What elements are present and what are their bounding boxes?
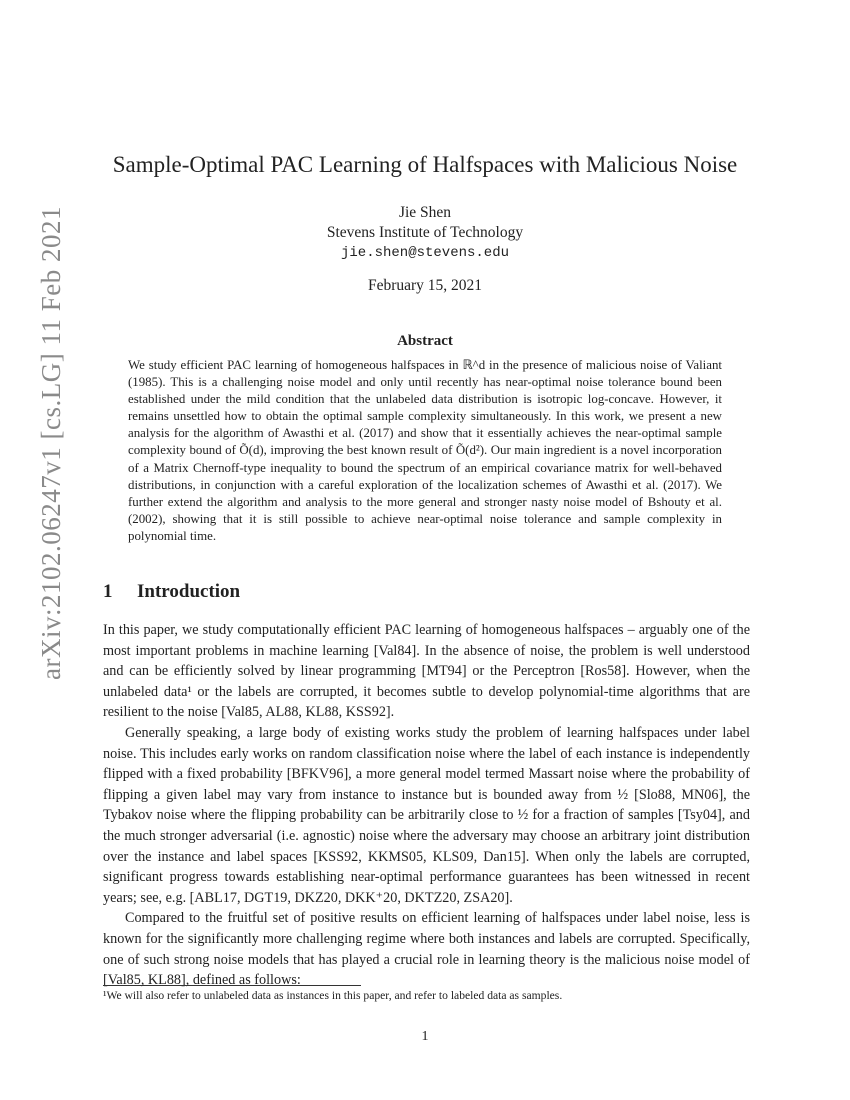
page-number: 1 xyxy=(421,1029,429,1044)
footnote: ¹We will also refer to unlabeled data as instances in this paper, and refer to labeled data as samples. xyxy=(103,989,563,1002)
paragraph-1: In this paper, we study computationally efficient PAC learning of homogeneous halfspaces – arguably one of the most important problems in machine learning [Val84]. In the absence of noise, the problem is well understood and can be efficiently solved by linear programming [MT94] or the Perceptron [Ros58]. However, when the unlabeled data¹ or the labels are corrupted, it becomes subtle to develop polynomial-time algorithms that are resilient to the noise [Val85, AL88, KL88, KSS92]. xyxy=(103,622,750,721)
author-block xyxy=(0,203,850,263)
paper-date: February 15, 2021 xyxy=(367,277,483,294)
paragraph-2: Generally speaking, a large body of existing works study the problem of learning halfspaces under label noise. This includes early works on random classification noise where the label of each instance is independently flipped with a fixed probability [BFKV96], a more general model termed Massart noise where the probability of flipping a given label may vary from instance to instance but is bounded away from ½ [Slo88, MN06], the Tybakov noise where the flipping probability can be arbitrarily close to ½ for a fraction of samples [Tsy04], and the much stronger adversarial (i.e. agnostic) noise where the adversary may choose an arbitrary joint distribution over the instance and label spaces [KSS92, KKMS05, KLS09, Dan15]. When only the labels are corrupted, significant progress towards establishing near-optimal performance guarantees has been witnessed in recent years; see, e.g. [ABL17, DGT19, DKZ20, DKK⁺20, DKTZ20, ZSA20]. xyxy=(103,724,750,906)
abstract-heading: Abstract xyxy=(397,333,453,349)
paper-title: Sample-Optimal PAC Learning of Halfspaces with Malicious Noise xyxy=(112,152,738,177)
abstract-body xyxy=(128,357,722,545)
author-email[interactable]: jie.shen@stevens.edu xyxy=(340,245,510,261)
section-body xyxy=(103,620,750,991)
author-affiliation: Stevens Institute of Technology xyxy=(326,224,524,241)
arxiv-identifier-stamp: arXiv:2102.06247v1 [cs.LG] 11 Feb 2021 xyxy=(36,206,66,680)
section-number: 1 xyxy=(103,581,113,602)
section-heading xyxy=(103,581,240,603)
author-name: Jie Shen xyxy=(398,204,452,221)
abstract-text: We study efficient PAC learning of homogeneous halfspaces in ℝ^d in the presence of malicious noise of Valiant (1985). This is a challenging noise model and only until recently has near-optimal noise tolerance bound been established under the mild condition that the unlabeled data distribution is isotropic log-concave. However, it remains unsettled how to obtain the optimal sample complexity simultaneously. In this work, we present a new analysis for the algorithm of Awasthi et al. (2017) and show that it essentially achieves the near-optimal sample complexity bound of Õ(d), improving the best known result of Õ(d²). Our main ingredient is a novel incorporation of a Matrix Chernoff-type inequality to bound the spectrum of an empirical covariance matrix for well-behaved distributions, in conjunction with a careful exploration of the localization schemes of Awasthi et al. (2017). We further extend the algorithm and analysis to the more general and stronger nasty noise model of Bshouty et al. (2002), showing that it is still possible to achieve near-optimal noise tolerance and sample complexity in polynomial time. xyxy=(128,358,722,543)
section-title: Introduction xyxy=(137,581,241,602)
footnote-divider xyxy=(103,985,361,986)
paragraph-3: Compared to the fruitful set of positive results on efficient learning of halfspaces under label noise, less is known for the significantly more challenging regime where both instances and labels are corrupted. Specifically, one of such strong noise models that has played a crucial role in learning theory is the malicious noise model of [Val85, KL88], defined as follows: xyxy=(103,910,750,989)
